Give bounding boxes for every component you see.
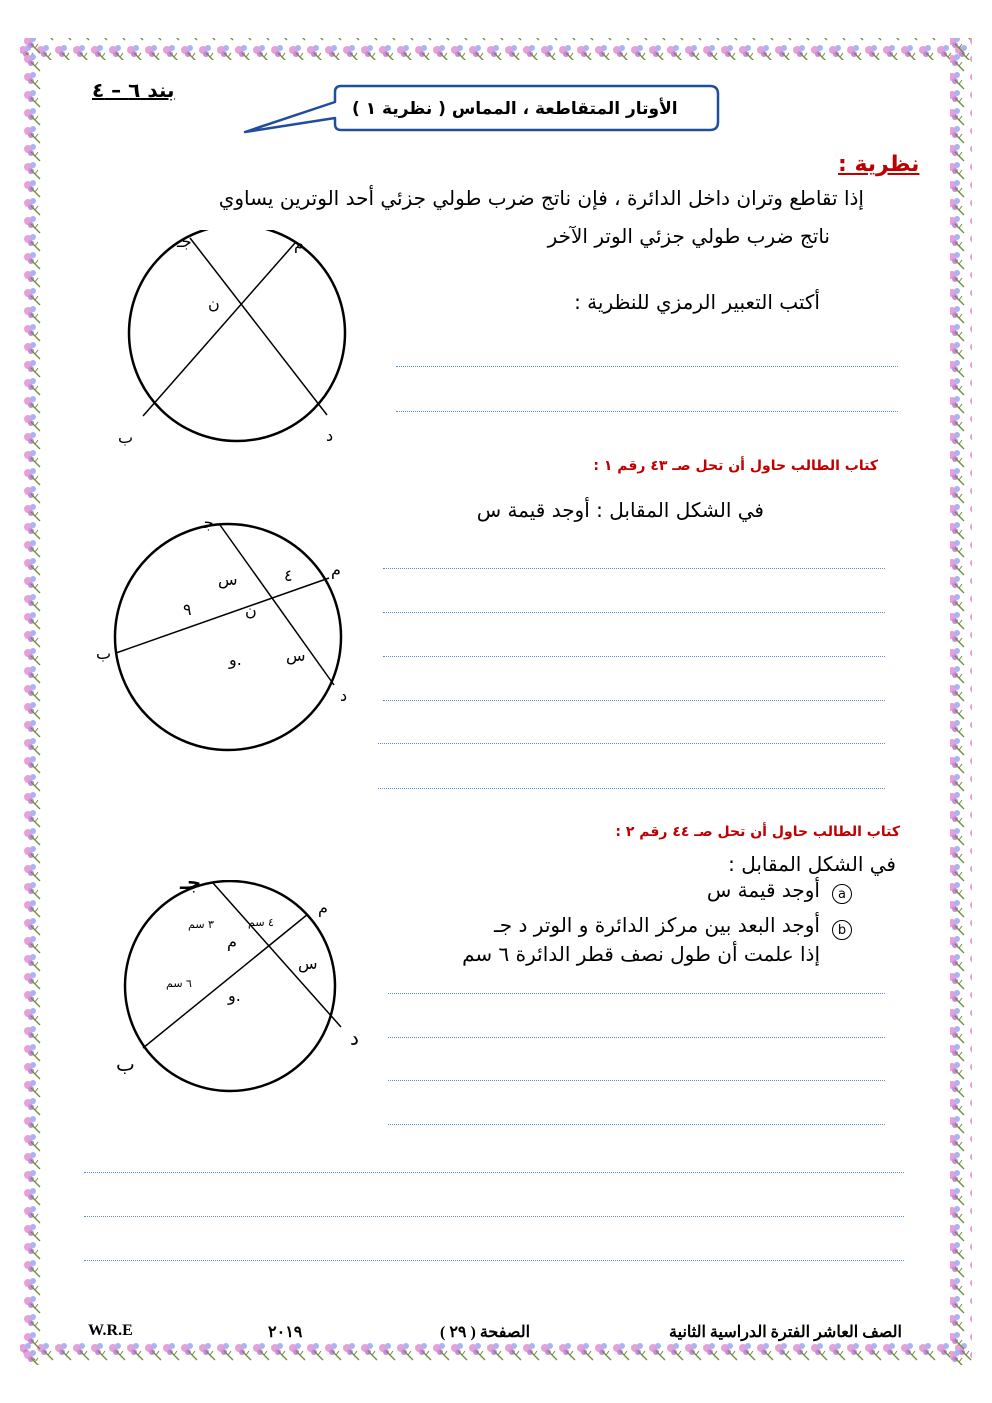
lesson-title: الأوتار المتقاطعة ، المماس ( نظرية ١ ) [352, 99, 678, 119]
point-c-label: جـ [177, 232, 192, 251]
segment-x-label: س [298, 954, 318, 973]
point-n-label: ن [208, 294, 220, 313]
segment-x-label: س [286, 646, 306, 665]
theorem-line-1: إذا تقاطع وتران داخل الدائرة ، فإن ناتج ضرب طولي جزئي أحد الوترين يساوي [218, 186, 864, 210]
answer-line[interactable] [383, 568, 885, 569]
center-o-label: و. [229, 650, 242, 669]
footer-page-number: الصفحة ( ٢٩ ) [440, 1324, 531, 1341]
center-o-label: و. [228, 986, 241, 1005]
answer-line[interactable] [388, 1124, 885, 1125]
answer-line[interactable] [383, 612, 885, 613]
answer-line[interactable] [396, 411, 898, 412]
item-a-marker: a [832, 883, 852, 904]
point-a-label: م [294, 234, 304, 253]
circle [129, 230, 345, 441]
footer-author: W.R.E [88, 1322, 133, 1339]
answer-line[interactable] [388, 1037, 885, 1038]
segment-x-label: س [218, 570, 238, 589]
point-a-label: م [318, 898, 328, 917]
answer-line[interactable] [383, 700, 885, 701]
intersection-m-label: م [227, 932, 237, 951]
point-b-label: ب [96, 644, 112, 663]
chord-cd [190, 238, 327, 415]
footer-year: ٢٠١٩ [268, 1324, 303, 1341]
segment-6cm-label: ٦ سم [166, 977, 192, 990]
item-b-line-2: إذا علمت أن طول نصف قطر الدائرة ٦ سم [462, 942, 820, 966]
item-b-marker: b [832, 919, 852, 940]
exercise-1-heading: كتاب الطالب حاول أن تحل صـ ٤٣ رقم ١ : [593, 458, 878, 474]
answer-line[interactable] [383, 656, 885, 657]
chord-ab [116, 578, 329, 653]
segment-4-label: ٤ [284, 566, 293, 585]
answer-line[interactable] [388, 1080, 885, 1081]
answer-line[interactable] [388, 993, 885, 994]
segment-3cm-label: ٣ سم [188, 918, 214, 931]
answer-line[interactable] [378, 788, 885, 789]
theorem-label: نظرية : [838, 152, 920, 177]
exercise-1-prompt: في الشكل المقابل : أوجد قيمة س [476, 498, 764, 522]
point-b-label: ب [116, 1052, 135, 1076]
segment-9-label: ٩ [183, 600, 192, 619]
answer-line[interactable] [84, 1172, 904, 1173]
item-b-line-1: أوجد البعد بين مركز الدائرة و الوتر د جـ [493, 913, 820, 937]
point-d-label: د [340, 686, 348, 705]
exercise-2-heading: كتاب الطالب حاول أن تحل صـ ٤٤ رقم ٢ : [615, 824, 900, 840]
point-c-label: جـ [199, 513, 214, 532]
point-d-label: د [350, 1026, 359, 1050]
answer-line[interactable] [84, 1216, 904, 1217]
figure-intersecting-chords-2 [100, 515, 380, 765]
figure-intersecting-chords-1 [95, 230, 385, 460]
answer-line[interactable] [396, 366, 898, 367]
exercise-2-intro: في الشكل المقابل : [728, 852, 896, 876]
footer-grade: الصف العاشر الفترة الدراسية الثانية [669, 1324, 902, 1341]
point-c-label: جـ [180, 870, 202, 894]
circle [115, 524, 341, 750]
point-d-label: د [326, 426, 334, 445]
symbolic-prompt: أكتب التعبير الرمزي للنظرية : [574, 290, 820, 314]
answer-line[interactable] [84, 1260, 904, 1261]
answer-line[interactable] [378, 743, 885, 744]
theorem-line-2: ناتج ضرب طولي جزئي الوتر الآخر [547, 224, 830, 248]
section-reference: بند ٦ – ٤ [92, 78, 175, 102]
figure-intersecting-chords-3 [115, 880, 375, 1110]
segment-4cm-label: ٤ سم [248, 916, 274, 929]
item-a-text: أوجد قيمة س [706, 878, 820, 902]
point-b-label: ب [118, 428, 134, 447]
point-a-label: م [331, 560, 341, 579]
point-n-label: ن [245, 601, 257, 620]
chord-ab [143, 243, 295, 416]
